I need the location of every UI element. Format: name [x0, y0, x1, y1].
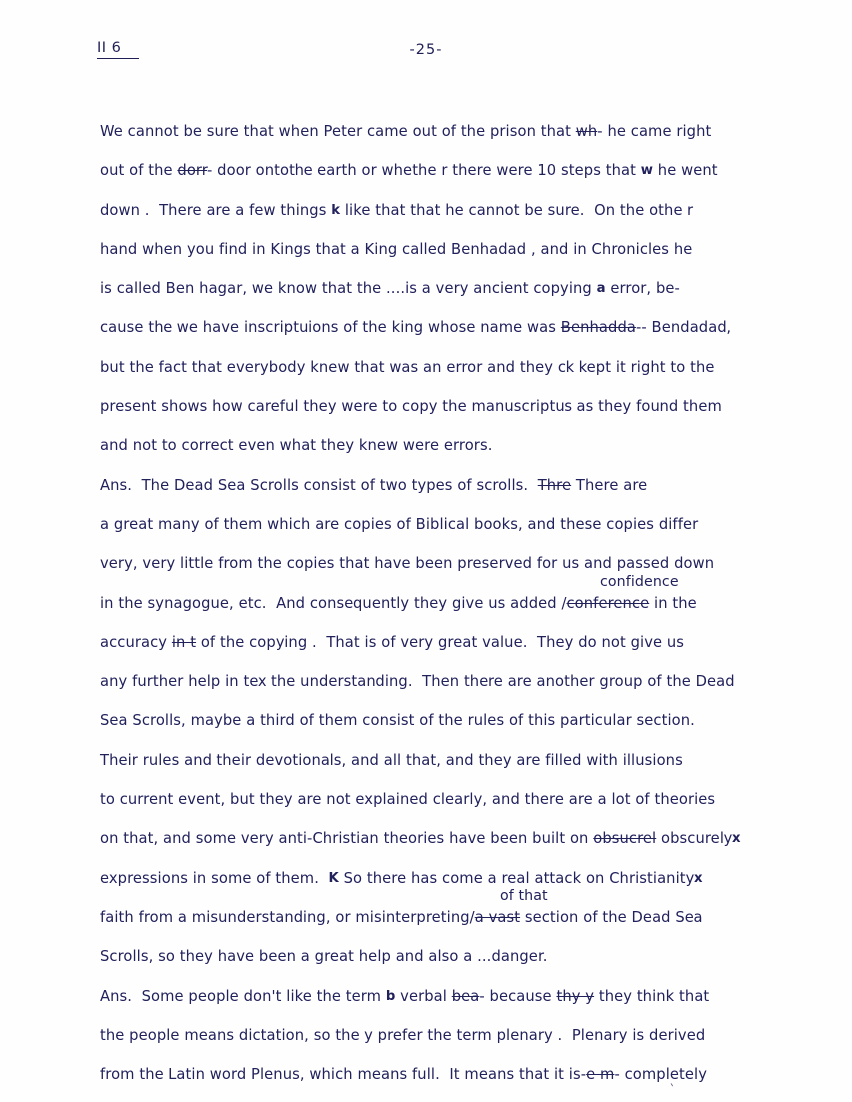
text-line: present shows how careful they were to copy the manuscriptus as they found them — [100, 398, 722, 416]
text-line: on that, and some very anti-Christian theories have been built on obsucrel obscurelyx — [100, 830, 741, 848]
text-line: to current event, but they are not explained clearly, and there are a lot of theories — [100, 791, 716, 809]
page-number: -25- — [409, 42, 443, 58]
text-line: confidence in the synagogue, etc. And consequently they give us added /conference in the — [100, 573, 697, 612]
text-line: Scrolls, so they have been a great help and also a ...danger. — [100, 948, 548, 966]
text-line: from the Latin word Plenus, which means full. It means that it is-e m- completely — [100, 1066, 707, 1084]
text-line: We cannot be sure that when Peter came out of the prison that wh- he came right — [100, 123, 712, 140]
text-line: is called Ben hagar, we know that the ....is a very ancient copying a error, be- — [100, 280, 680, 298]
insertion-confidence: confidence — [600, 573, 679, 590]
text-line: of that faith from a misunderstanding, or misinterpreting/a vast section of the Dead Sea — [100, 887, 703, 926]
header-section-label: II 6 — [97, 40, 139, 59]
text-line: accuracy in t of the copying . That is of very great value. They do not give us — [100, 633, 685, 651]
text-line: Their rules and their devotionals, and all that, and they are filled with illusions — [100, 751, 683, 769]
stray-pen-mark: ` — [666, 1082, 676, 1099]
text-line: very, very little from the copies that have been preserved for us and passed down — [100, 555, 715, 573]
text-line: cause the we have inscriptuions of the king whose name was Benhadda-- Bendadad, — [100, 319, 732, 337]
text-line: a great many of them which are copies of Biblical books, and these copies differ — [100, 515, 699, 533]
page-header — [0, 40, 852, 70]
text-line: the people means dictation, so the y prefer the term plenary . Plenary is derived — [100, 1026, 706, 1044]
text-line: down . There are a few things k like that that he cannot be sure. On the othe r — [100, 201, 694, 219]
text-line: expressions in some of them. K So there has come a real attack on Christianityx — [100, 869, 703, 887]
text-line: and not to correct even what they knew were errors. — [100, 437, 493, 455]
text-line: Ans. Some people don't like the term b verbal bea- because thy y they think that — [100, 987, 710, 1005]
insertion-of-that: of that — [500, 887, 548, 904]
text-line: out of the dorr- door ontothe earth or whethe r there were 10 steps that w he went — [100, 162, 718, 180]
text-line: hand when you find in Kings that a King called Benhadad , and in Chronicles he — [100, 240, 693, 258]
text-line: Sea Scrolls, maybe a third of them consist of the rules of this particular section. — [100, 712, 695, 730]
text-line: Ans. The Dead Sea Scrolls consist of two types of scrolls. Thre There are — [100, 476, 648, 494]
text-line: any further help in tex the understanding. Then there are another group of the Dead — [100, 673, 735, 691]
document-body — [100, 112, 800, 1094]
text-line: but the fact that everybody knew that was an error and they ck kept it right to the — [100, 358, 715, 376]
